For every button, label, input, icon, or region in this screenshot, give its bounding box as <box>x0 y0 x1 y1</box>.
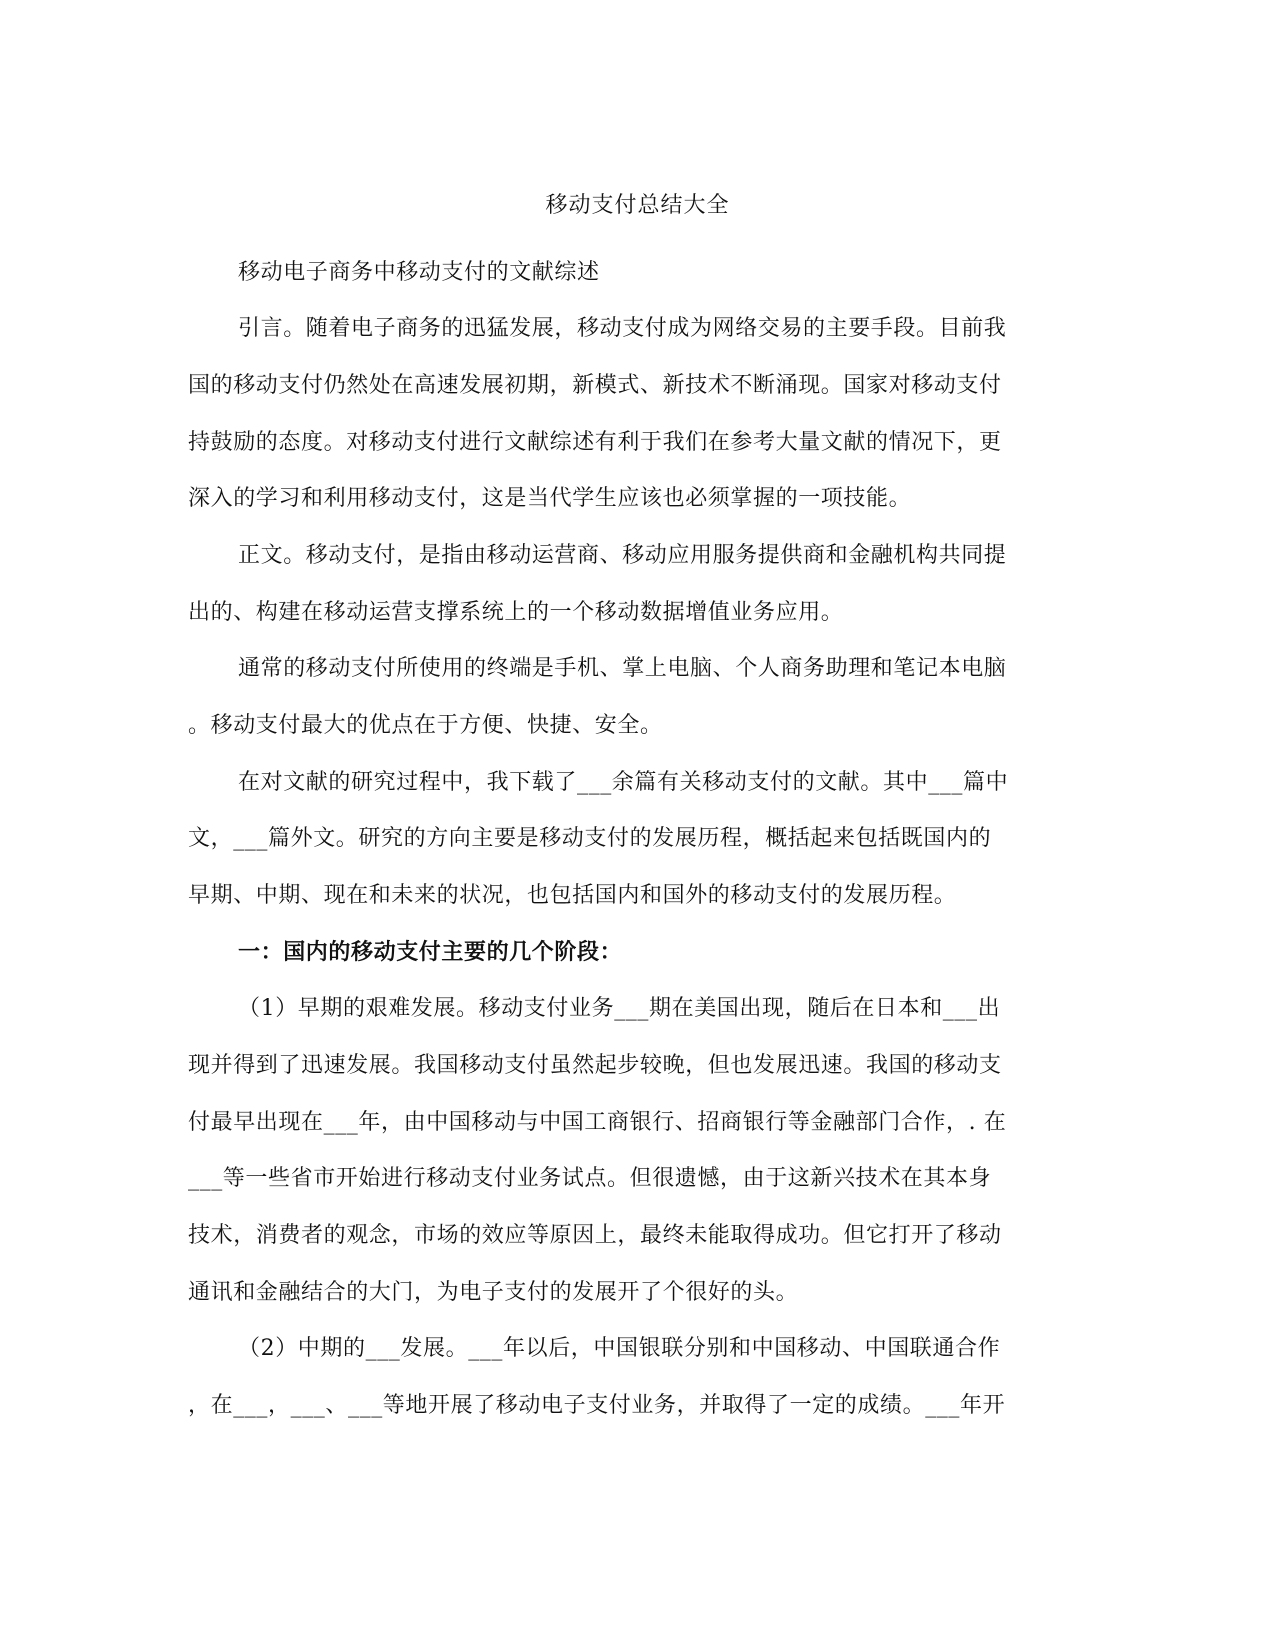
section-heading: 一：国内的移动支付主要的几个阶段： <box>238 940 623 965</box>
paragraph-line: 通讯和金融结合的大门，为电子支付的发展开了个很好的头。 <box>188 1280 799 1305</box>
paragraph-line: ，在___，___、___等地开展了移动电子支付业务，并取得了一定的成绩。___年开 <box>188 1393 1006 1418</box>
paragraph-line: 早期、中期、现在和未来的状况，也包括国内和国外的移动支付的发展历程。 <box>188 883 957 908</box>
paragraph-line: 出的、构建在移动运营支撑系统上的一个移动数据增值业务应用。 <box>188 600 844 625</box>
paragraph-line: （2）中期的___发展。___年以后，中国银联分别和中国移动、中国联通合作 <box>238 1336 1001 1361</box>
paragraph-line: 现并得到了迅速发展。我国移动支付虽然起步较晚，但也发展迅速。我国的移动支 <box>188 1053 1002 1078</box>
paragraph-line: 通常的移动支付所使用的终端是手机、掌上电脑、个人商务助理和笔记本电脑 <box>238 656 1007 681</box>
paragraph-line: 正文。移动支付，是指由移动运营商、移动应用服务提供商和金融机构共同提 <box>238 543 1007 568</box>
paragraph-line: 持鼓励的态度。对移动支付进行文献综述有利于我们在参考大量文献的情况下，更 <box>188 430 1002 455</box>
paragraph-line: 。移动支付最大的优点在于方便、快捷、安全。 <box>188 713 663 738</box>
paragraph-line: 文，___篇外文。研究的方向主要是移动支付的发展历程，概括起来包括既国内的 <box>188 826 992 851</box>
paragraph-line: ___等一些省市开始进行移动支付业务试点。但很遗憾，由于这新兴技术在其本身 <box>188 1166 992 1191</box>
paragraph-line: 引言。随着电子商务的迅猛发展，移动支付成为网络交易的主要手段。目前我 <box>238 316 1007 341</box>
document-subtitle: 移动电子商务中移动支付的文献综述 <box>238 260 600 285</box>
paragraph-line: 付最早出现在___年，由中国移动与中国工商银行、招商银行等金融部门合作，. 在 <box>188 1110 1007 1135</box>
paragraph-line: 国的移动支付仍然处在高速发展初期，新模式、新技术不断涌现。国家对移动支付 <box>188 373 1002 398</box>
paragraph-line: 技术，消费者的观念，市场的效应等原因上，最终未能取得成功。但它打开了移动 <box>188 1223 1002 1248</box>
paragraph-line: （1）早期的艰难发展。移动支付业务___期在美国出现，随后在日本和___出 <box>238 996 1001 1021</box>
document-title: 移动支付总结大全 <box>545 193 730 218</box>
paragraph-line: 在对文献的研究过程中，我下载了___余篇有关移动支付的文献。其中___篇中 <box>238 770 1009 795</box>
paragraph-line: 深入的学习和利用移动支付，这是当代学生应该也必须掌握的一项技能。 <box>188 486 912 511</box>
